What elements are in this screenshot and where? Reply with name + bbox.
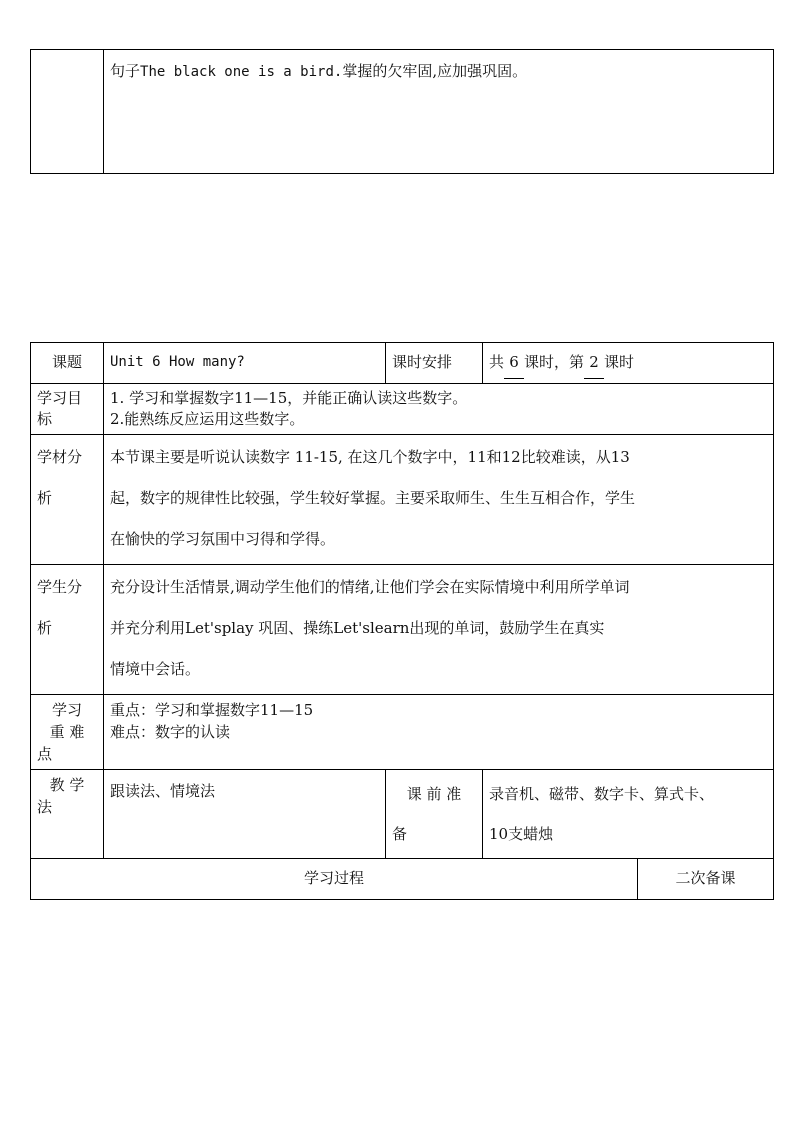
second-prep-cell [638, 859, 774, 900]
reflection-note-english: The black one is a bird. [140, 64, 343, 80]
keypoints-label-line2: 重 难 [49, 723, 85, 741]
student-line: 并充分利用Let'splay 巩固、操练Let'slearn出现的单词，鼓励学生在真实 [110, 619, 605, 637]
keypoint-item: 难点：数字的认读 [110, 723, 231, 741]
student-label-cell [31, 565, 104, 695]
student-label-line1: 学生分 [37, 578, 83, 596]
method-label-line1: 教 学 [49, 776, 85, 794]
goals-label-cell [31, 384, 104, 435]
goals-label-line1: 学习目 [37, 389, 83, 407]
keypoints-label-line3: 点 [37, 745, 53, 763]
second-prep-label: 二次备课 [675, 869, 736, 887]
material-label-cell [31, 435, 104, 565]
reflection-label-cell [31, 50, 104, 174]
student-label-line2: 析 [37, 619, 53, 637]
keypoint-item: 重点：学习和掌握数字11—15 [110, 701, 314, 719]
material-line: 在愉快的学习氛围中习得和学得。 [110, 530, 336, 548]
material-line: 起，数字的规律性比较强，学生较好掌握。主要采取师生、生生互相合作，学生 [110, 489, 636, 507]
schedule-value [483, 343, 773, 383]
topic-label-cell [31, 343, 104, 384]
prep-line: 录音机、磁带、数字卡、算式卡、 [489, 785, 715, 803]
prep-line: 10支蜡烛 [489, 825, 554, 843]
lesson-plan-table [30, 342, 774, 900]
schedule-label-cell [386, 343, 483, 384]
material-cell [104, 435, 774, 565]
goal-item: 2.能熟练反应运用这些数字。 [110, 410, 305, 428]
method-label-cell [31, 770, 104, 859]
keypoints-label-cell [31, 695, 104, 770]
student-line: 充分设计生活情景,调动学生他们的情绪,让他们学会在实际情境中利用所学单词 [110, 578, 630, 596]
goal-item: 1. 学习和掌握数字11—15，并能正确认读这些数字。 [110, 389, 468, 407]
schedule-suffix: 课时 [604, 353, 635, 371]
prep-label-line1: 课 前 准 [406, 785, 462, 803]
student-line: 情境中会话。 [110, 660, 201, 678]
process-label: 学习过程 [303, 869, 364, 887]
reflection-note-cell [104, 50, 774, 174]
prep-label-cell [386, 770, 483, 859]
schedule-mid: 课时，第 [524, 353, 585, 371]
process-header-cell [31, 859, 638, 900]
method-value: 跟读法、情境法 [110, 782, 216, 800]
prep-value-cell [483, 770, 774, 859]
material-line: 本节课主要是听说认读数字 11-15, 在这几个数字中，11和12比较难读，从13 [110, 448, 630, 466]
schedule-value-cell [483, 343, 774, 384]
material-label-line2: 析 [37, 489, 53, 507]
student-cell [104, 565, 774, 695]
reflection-table [30, 49, 774, 174]
reflection-note-prefix: 句子 [110, 62, 141, 80]
prep-label-line2: 备 [392, 825, 408, 843]
goals-label-line2: 标 [37, 410, 53, 428]
material-label-line1: 学材分 [37, 448, 83, 466]
topic-value: Unit 6 How many? [110, 354, 245, 370]
keypoints-cell [104, 695, 774, 770]
schedule-current: 2 [584, 347, 604, 379]
topic-value-cell [104, 343, 386, 384]
method-value-cell [104, 770, 386, 859]
schedule-label: 课时安排 [392, 353, 453, 371]
goals-cell [104, 384, 774, 435]
keypoints-label-line1: 学习 [51, 701, 82, 719]
schedule-total: 6 [504, 347, 524, 379]
reflection-note-suffix: 掌握的欠牢固,应加强巩固。 [342, 62, 528, 80]
method-label-line2: 法 [37, 798, 53, 816]
topic-label: 课题 [51, 353, 82, 371]
schedule-prefix: 共 [489, 353, 505, 371]
